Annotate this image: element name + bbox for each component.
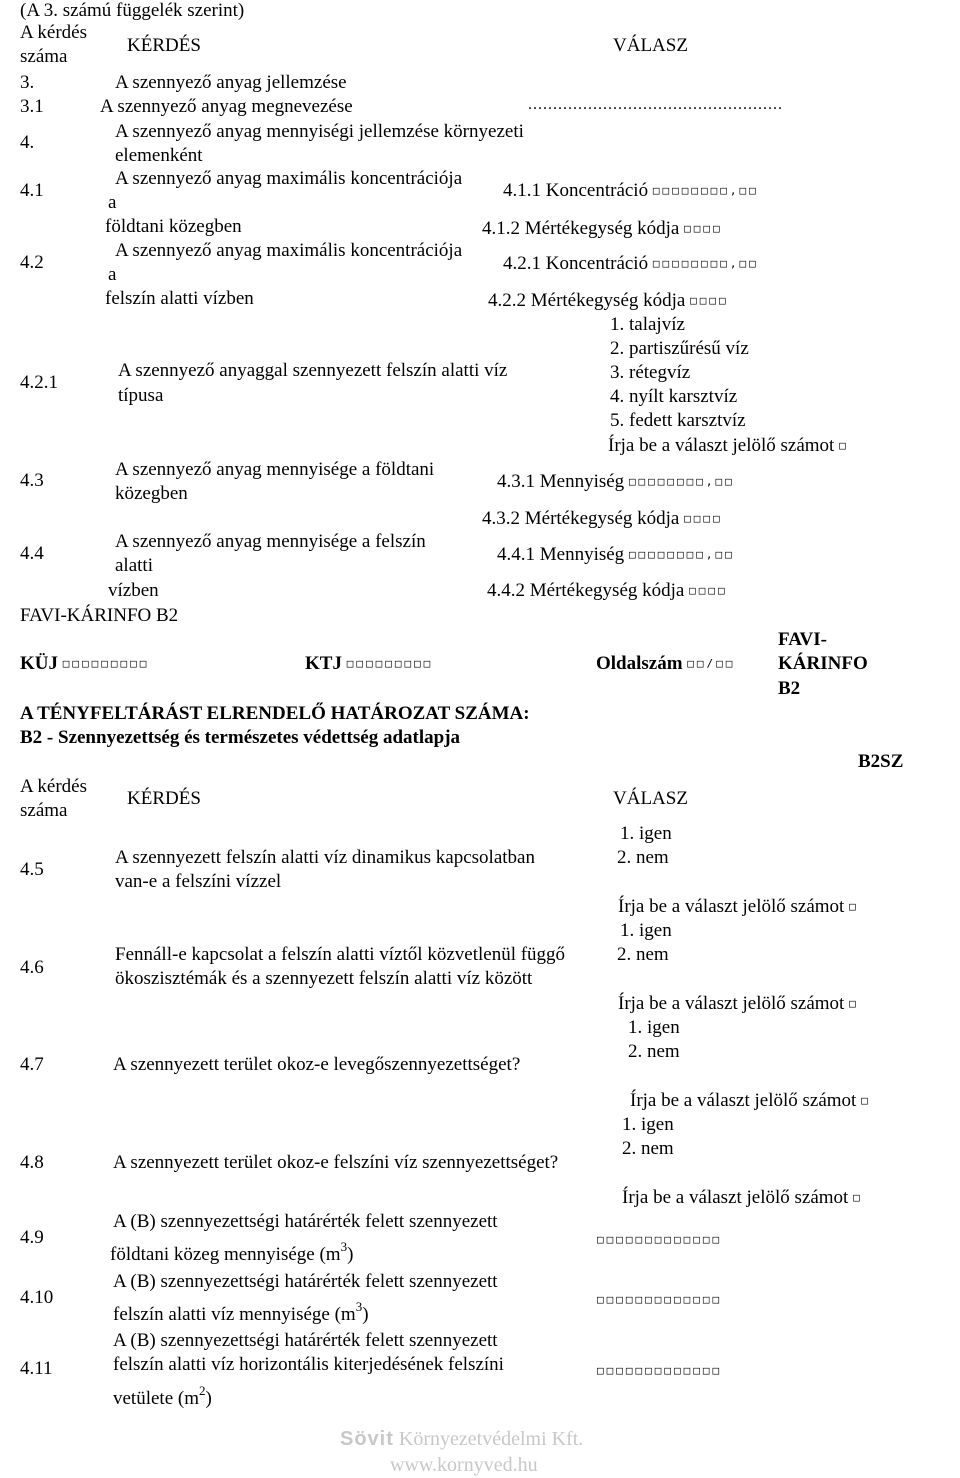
- q41-text-3: földtani közegben: [105, 216, 242, 237]
- kuj-label: KÜJ: [20, 653, 58, 674]
- water-type-3: 3. rétegvíz: [610, 362, 691, 383]
- q421b-choice-field[interactable]: [608, 435, 849, 457]
- form-code-line-1: FAVI-: [778, 629, 827, 650]
- q441-label: 4.4.1 Mennyiség: [497, 544, 625, 565]
- q48-choice-label: Írja be a választ jelölő számot: [622, 1187, 849, 1208]
- q410-text-2: felszín alatti víz mennyisége $(m^3)$: [113, 1299, 369, 1325]
- appendix-reference: (A 3. számú függelék szerint): [20, 0, 245, 21]
- q422-boxes[interactable]: □□□□: [690, 294, 729, 307]
- q411-boxes[interactable]: □□□□□□□□□□□□□: [597, 1364, 723, 1377]
- col-header-question: KÉRDÉS: [127, 35, 201, 56]
- q41-text-2: a: [108, 192, 117, 213]
- q412-boxes[interactable]: □□□□: [684, 222, 723, 235]
- q41-number: 4.1: [20, 180, 44, 201]
- q46-text-2: ökoszisztémák és a szennyezett felszín alatti víz között: [115, 968, 533, 989]
- q48-choice-field[interactable]: [622, 1187, 863, 1209]
- q442-boxes[interactable]: □□□□: [689, 584, 728, 597]
- q410-text: A (B) szennyezettségi határérték felett szennyezett: [113, 1271, 498, 1292]
- q46-choice-field[interactable]: [618, 993, 859, 1015]
- q41-text: A szennyező anyag maximális koncentrációja: [115, 168, 463, 189]
- q432-field[interactable]: [482, 508, 723, 530]
- col-header-number: A kérdés: [20, 22, 88, 43]
- q45-choice-field[interactable]: [618, 896, 859, 918]
- q46-text: Fennáll-e kapcsolat a felszín alatti víztől közvetlenül függő: [115, 944, 566, 965]
- watermark-company: [340, 1428, 583, 1451]
- q411-label: 4.1.1 Koncentráció: [503, 180, 649, 201]
- q42-number: 4.2: [20, 252, 44, 273]
- ktj-field[interactable]: [305, 653, 433, 675]
- q49-text-2: földtani közeg mennyisége $(m^3)$: [110, 1239, 354, 1265]
- sheet-code: B2SZ: [858, 751, 904, 772]
- q46-option-yes: 1. igen: [620, 920, 672, 941]
- q48-option-no: 2. nem: [622, 1138, 674, 1159]
- p2-col-header-number: A kérdés: [20, 776, 88, 797]
- q48-option-yes: 1. igen: [622, 1114, 674, 1135]
- q411-text-2: felszín alatti víz horizontális kiterjedésének felszíni: [113, 1354, 504, 1375]
- q45-choice-label: Írja be a választ jelölő számot: [618, 896, 845, 917]
- col-header-number-2: száma: [20, 46, 68, 67]
- watermark-company-name: Környezetvédelmi Kft.: [398, 1428, 584, 1450]
- q431-label: 4.3.1 Mennyiség: [497, 471, 625, 492]
- q47-number: 4.7: [20, 1054, 44, 1075]
- watermark-brand: Sövit: [340, 1428, 394, 1450]
- q421b-text-2: típusa: [118, 385, 164, 406]
- q441-field[interactable]: [497, 544, 735, 566]
- q45-number: 4.5: [20, 859, 44, 880]
- q46-option-no: 2. nem: [617, 944, 669, 965]
- q442-label: 4.4.2 Mértékegység kódja: [487, 580, 685, 601]
- page-number-label: Oldalszám: [596, 653, 683, 674]
- section-4-title-2: elemenként: [115, 145, 203, 166]
- ktj-label: KTJ: [305, 653, 342, 674]
- q422-label: 4.2.2 Mértékegység kódja: [488, 290, 686, 311]
- q47-choice-label: Írja be a választ jelölő számot: [630, 1090, 857, 1111]
- sheet-title: B2 - Szennyezettség és természetes védettség adatlapja: [20, 727, 461, 748]
- col-header-answer: VÁLASZ: [613, 35, 688, 56]
- q48-number: 4.8: [20, 1152, 44, 1173]
- q421b-text: A szennyező anyaggal szennyezett felszín alatti víz: [118, 360, 508, 381]
- q44-text: A szennyező anyag mennyisége a felszín: [115, 531, 426, 552]
- q45-option-no: 2. nem: [617, 847, 669, 868]
- ktj-boxes[interactable]: □□□□□□□□□: [346, 657, 434, 670]
- form-code-line-3: B2: [778, 678, 801, 699]
- q411-text-3: vetülete $(m^2)$: [113, 1383, 212, 1409]
- q45-option-yes: 1. igen: [620, 823, 672, 844]
- q49-boxes[interactable]: □□□□□□□□□□□□□: [597, 1233, 723, 1246]
- q49-text: A (B) szennyezettségi határérték felett szennyezett: [113, 1211, 498, 1232]
- form-code-line-2: KÁRINFO: [778, 653, 868, 674]
- watermark-url: www.kornyved.hu: [390, 1454, 538, 1476]
- section-4-number: 4.: [20, 132, 35, 153]
- q31-answer-line[interactable]: ...................................................: [528, 96, 783, 113]
- water-type-2: 2. partiszűrésű víz: [610, 338, 749, 359]
- q431-field[interactable]: [497, 471, 735, 493]
- q411-field[interactable]: [503, 180, 759, 202]
- q46-choice-label: Írja be a választ jelölő számot: [618, 993, 845, 1014]
- q47-text: A szennyezett terület okoz-e levegőszennyezettséget?: [113, 1054, 521, 1075]
- page-number-field[interactable]: [596, 653, 735, 675]
- water-type-1: 1. talajvíz: [610, 314, 685, 335]
- page-number-boxes[interactable]: □□/□□: [687, 657, 736, 670]
- q411-text: A (B) szennyezettségi határérték felett szennyezett: [113, 1330, 498, 1351]
- q42-text-2: a: [108, 264, 117, 285]
- q47-choice-box[interactable]: □: [861, 1094, 871, 1107]
- q421-field[interactable]: [503, 253, 759, 275]
- q422-field[interactable]: [488, 290, 729, 312]
- q45-text: A szennyezett felszín alatti víz dinamikus kapcsolatban: [115, 847, 535, 868]
- decision-title: A TÉNYFELTÁRÁST ELRENDELŐ HATÁROZAT SZÁMA:: [20, 703, 530, 724]
- q47-choice-field[interactable]: [630, 1090, 871, 1112]
- q432-boxes[interactable]: □□□□: [684, 512, 723, 525]
- q421-boxes[interactable]: □□□□□□□□,□□: [652, 257, 759, 270]
- section-3-number: 3.: [20, 72, 35, 93]
- q47-option-yes: 1. igen: [628, 1017, 680, 1038]
- water-type-5: 5. fedett karsztvíz: [610, 410, 746, 431]
- q43-text: A szennyező anyag mennyisége a földtani: [115, 459, 435, 480]
- q411-boxes[interactable]: □□□□□□□□,□□: [652, 184, 759, 197]
- footer-form-code: FAVI-KÁRINFO B2: [20, 605, 179, 626]
- q49-number: 4.9: [20, 1227, 44, 1248]
- q410-boxes[interactable]: □□□□□□□□□□□□□: [597, 1293, 723, 1306]
- q412-label: 4.1.2 Mértékegység kódja: [482, 218, 680, 239]
- q421-label: 4.2.1 Koncentráció: [503, 253, 649, 274]
- q421b-choice-label: Írja be a választ jelölő számot: [608, 435, 835, 456]
- q442-field[interactable]: [487, 580, 728, 602]
- q410-value-field[interactable]: [597, 1289, 722, 1311]
- section-4-title: A szennyező anyag mennyiségi jellemzése környezeti: [115, 121, 524, 142]
- p2-col-header-question: KÉRDÉS: [127, 788, 201, 809]
- kuj-field[interactable]: [20, 653, 149, 675]
- q48-text: A szennyezett terület okoz-e felszíni víz szennyezettséget?: [113, 1152, 559, 1173]
- q31-number: 3.1: [20, 96, 44, 117]
- q411-value-field[interactable]: [597, 1360, 722, 1382]
- q46-choice-box[interactable]: □: [849, 997, 859, 1010]
- q44-number: 4.4: [20, 543, 44, 564]
- water-type-4: 4. nyílt karsztvíz: [610, 386, 738, 407]
- q44-text-3: vízben: [108, 580, 159, 601]
- q45-choice-box[interactable]: □: [849, 900, 859, 913]
- q44-text-2: alatti: [115, 555, 153, 576]
- kuj-boxes[interactable]: □□□□□□□□□: [62, 657, 150, 670]
- q421b-number: 4.2.1: [20, 372, 58, 393]
- q421b-choice-box[interactable]: □: [839, 439, 849, 452]
- q49-value-field[interactable]: [597, 1229, 722, 1251]
- q31-text: A szennyező anyag megnevezése: [100, 96, 353, 117]
- q42-text-3: felszín alatti vízben: [105, 288, 254, 309]
- q43-number: 4.3: [20, 470, 44, 491]
- q431-boxes[interactable]: □□□□□□□□,□□: [628, 475, 735, 488]
- q47-option-no: 2. nem: [628, 1041, 680, 1062]
- p2-col-header-number-2: száma: [20, 800, 68, 821]
- q410-number: 4.10: [20, 1287, 54, 1308]
- q42-text: A szennyező anyag maximális koncentrációja: [115, 240, 463, 261]
- q441-boxes[interactable]: □□□□□□□□,□□: [628, 548, 735, 561]
- q48-choice-box[interactable]: □: [853, 1191, 863, 1204]
- q43-text-2: közegben: [115, 483, 188, 504]
- q432-label: 4.3.2 Mértékegység kódja: [482, 508, 680, 529]
- q411-number: 4.11: [20, 1358, 53, 1379]
- q46-number: 4.6: [20, 957, 44, 978]
- section-3-title: A szennyező anyag jellemzése: [115, 72, 347, 93]
- q412-field[interactable]: [482, 218, 723, 240]
- p2-col-header-answer: VÁLASZ: [613, 788, 688, 809]
- q45-text-2: van-e a felszíni vízzel: [115, 871, 282, 892]
